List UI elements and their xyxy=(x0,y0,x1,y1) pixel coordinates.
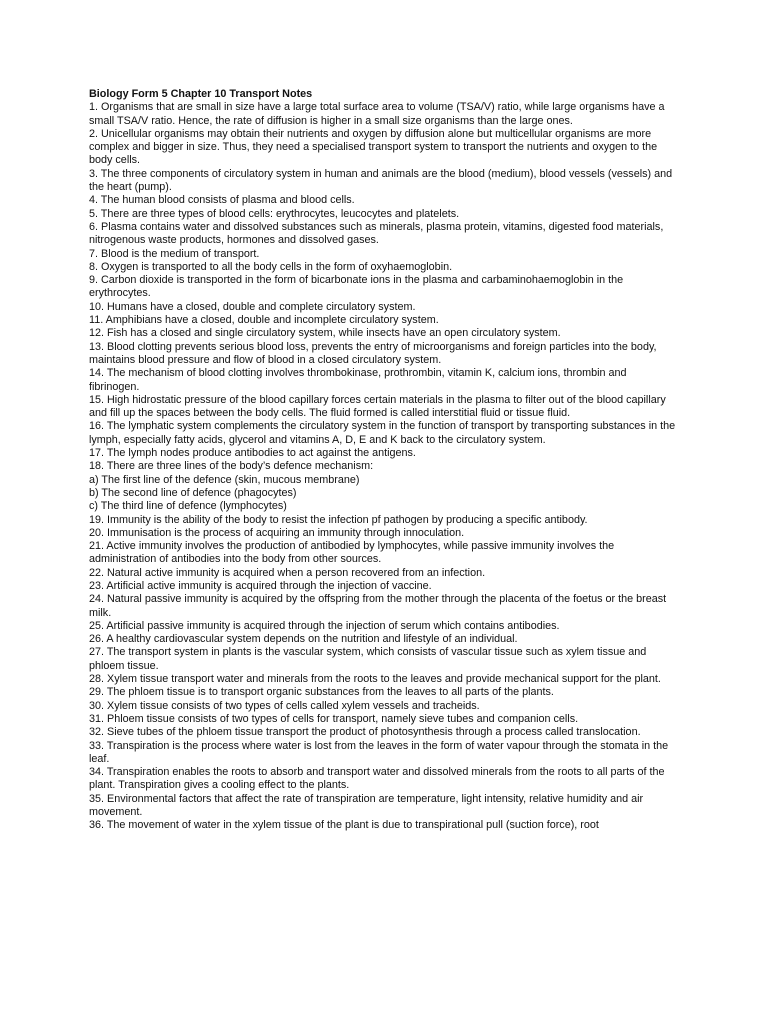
note-paragraph: 21. Active immunity involves the production of antibodied by lymphocytes, while passive immunity involves the administration of antibodies into the body from other sources. xyxy=(89,540,615,566)
note-paragraph: 16. The lymphatic system complements the circulatory system in the function of transport by transporting substances in the lymph, especially fatty acids, glycerol and vitamins A, D, E and K back to the circulatory system. xyxy=(89,420,676,446)
note-paragraph: 35. Environmental factors that affect the rate of transpiration are temperature, light intensity, relative humidity and air movement. xyxy=(89,792,644,819)
note-paragraph: a) The first line of the defence (skin, mucous membrane) xyxy=(89,473,360,486)
note-paragraph: 27. The transport system in plants is the vascular system, which consists of vascular tissue such as xylem tissue and phloem tissue. xyxy=(89,646,647,672)
note-paragraph: 1. Organisms that are small in size have a large total surface area to volume (TSA/V) ratio, while large organisms have a small TSA/V ratio. Hence, the rate of diffusion is higher in a small size organisms than the large ones. xyxy=(89,101,665,127)
note-paragraph: 18. There are three lines of the body’s defence mechanism: xyxy=(89,460,374,473)
note-paragraph: 25. Artificial passive immunity is acquired through the injection of serum which contains antibodies. xyxy=(89,619,560,632)
note-paragraph: 2. Unicellular organisms may obtain their nutrients and oxygen by diffusion alone but multicellular organisms are more complex and bigger in size. Thus, they need a specialised transport system to transport the nutrients and oxygen to the body cells. xyxy=(89,127,658,167)
note-paragraph: 20. Immunisation is the process of acquiring an immunity through innoculation. xyxy=(89,526,465,539)
note-paragraph: 5. There are three types of blood cells: erythrocytes, leucocytes and platelets. xyxy=(89,207,460,220)
note-paragraph: 13. Blood clotting prevents serious blood loss, prevents the entry of microorganisms and foreign particles into the body, maintains blood pressure and flow of blood in a closed circulatory system. xyxy=(89,340,657,366)
note-paragraph: 28. Xylem tissue transport water and minerals from the roots to the leaves and provide mechanical support for the plant. xyxy=(89,673,661,686)
document-title: Biology Form 5 Chapter 10 Transport Notes xyxy=(89,88,313,100)
note-paragraph: 22. Natural active immunity is acquired when a person recovered from an infection. xyxy=(89,566,486,579)
note-paragraph: 6. Plasma contains water and dissolved substances such as minerals, plasma protein, vitamins, digested food materials, nitrogenous waste products, hormones and dissolved gases. xyxy=(89,220,664,247)
note-paragraph: 11. Amphibians have a closed, double and incomplete circulatory system. xyxy=(89,314,439,327)
note-paragraph: 34. Transpiration enables the roots to absorb and transport water and dissolved minerals from the roots to all parts of the plant. Transpiration gives a cooling effect to the plants. xyxy=(89,766,665,792)
note-paragraph: 10. Humans have a closed, double and complete circulatory system. xyxy=(89,300,416,313)
note-paragraph: b) The second line of defence (phagocytes) xyxy=(89,486,297,499)
paragraph-list xyxy=(89,101,679,832)
note-paragraph: 3. The three components of circulatory system in human and animals are the blood (medium), blood vessels (vessels) and the heart (pump). xyxy=(89,167,673,194)
note-paragraph: 4. The human blood consists of plasma and blood cells. xyxy=(89,194,355,207)
note-paragraph: 7. Blood is the medium of transport. xyxy=(89,247,260,260)
note-paragraph: 23. Artificial active immunity is acquired through the injection of vaccine. xyxy=(89,579,432,592)
note-paragraph: 19. Immunity is the ability of the body to resist the infection pf pathogen by producing a specific antibody. xyxy=(89,513,588,526)
note-paragraph: 31. Phloem tissue consists of two types of cells for transport, namely sieve tubes and companion cells. xyxy=(89,712,579,725)
note-paragraph: 30. Xylem tissue consists of two types of cells called xylem vessels and tracheids. xyxy=(89,699,480,712)
note-paragraph: 24. Natural passive immunity is acquired by the offspring from the mother through the placenta of the foetus or the breast milk. xyxy=(89,593,667,619)
note-paragraph: 17. The lymph nodes produce antibodies to act against the antigens. xyxy=(89,447,416,460)
note-paragraph: 12. Fish has a closed and single circulatory system, while insects have an open circulatory system. xyxy=(89,327,561,340)
note-paragraph: 15. High hidrostatic pressure of the blood capillary forces certain materials in the plasma to filter out of the blood capillary and fill up the spaces between the body cells. The fluid formed is called interstitial fluid or tissue fluid. xyxy=(89,393,666,420)
note-paragraph: 9. Carbon dioxide is transported in the form of bicarbonate ions in the plasma and carbaminohaemoglobin in the erythrocytes. xyxy=(89,274,624,300)
note-paragraph: 29. The phloem tissue is to transport organic substances from the leaves to all parts of the plants. xyxy=(89,686,554,699)
document-body xyxy=(89,88,679,833)
note-paragraph: 33. Transpiration is the process where water is lost from the leaves in the form of water vapour through the stomata in the leaf. xyxy=(89,739,669,765)
note-paragraph: 36. The movement of water in the xylem tissue of the plant is due to transpirational pull (suction force), root xyxy=(89,819,599,832)
note-paragraph: 32. Sieve tubes of the phloem tissue transport the product of photosynthesis through a process called translocation. xyxy=(89,726,641,739)
note-paragraph: 14. The mechanism of blood clotting involves thrombokinase, prothrombin, vitamin K, calcium ions, thrombin and fibrinogen. xyxy=(89,367,627,393)
note-paragraph: c) The third line of defence (lymphocytes) xyxy=(89,500,287,513)
note-paragraph: 26. A healthy cardiovascular system depends on the nutrition and lifestyle of an individual. xyxy=(89,633,518,646)
note-paragraph: 8. Oxygen is transported to all the body cells in the form of oxyhaemoglobin. xyxy=(89,260,453,273)
